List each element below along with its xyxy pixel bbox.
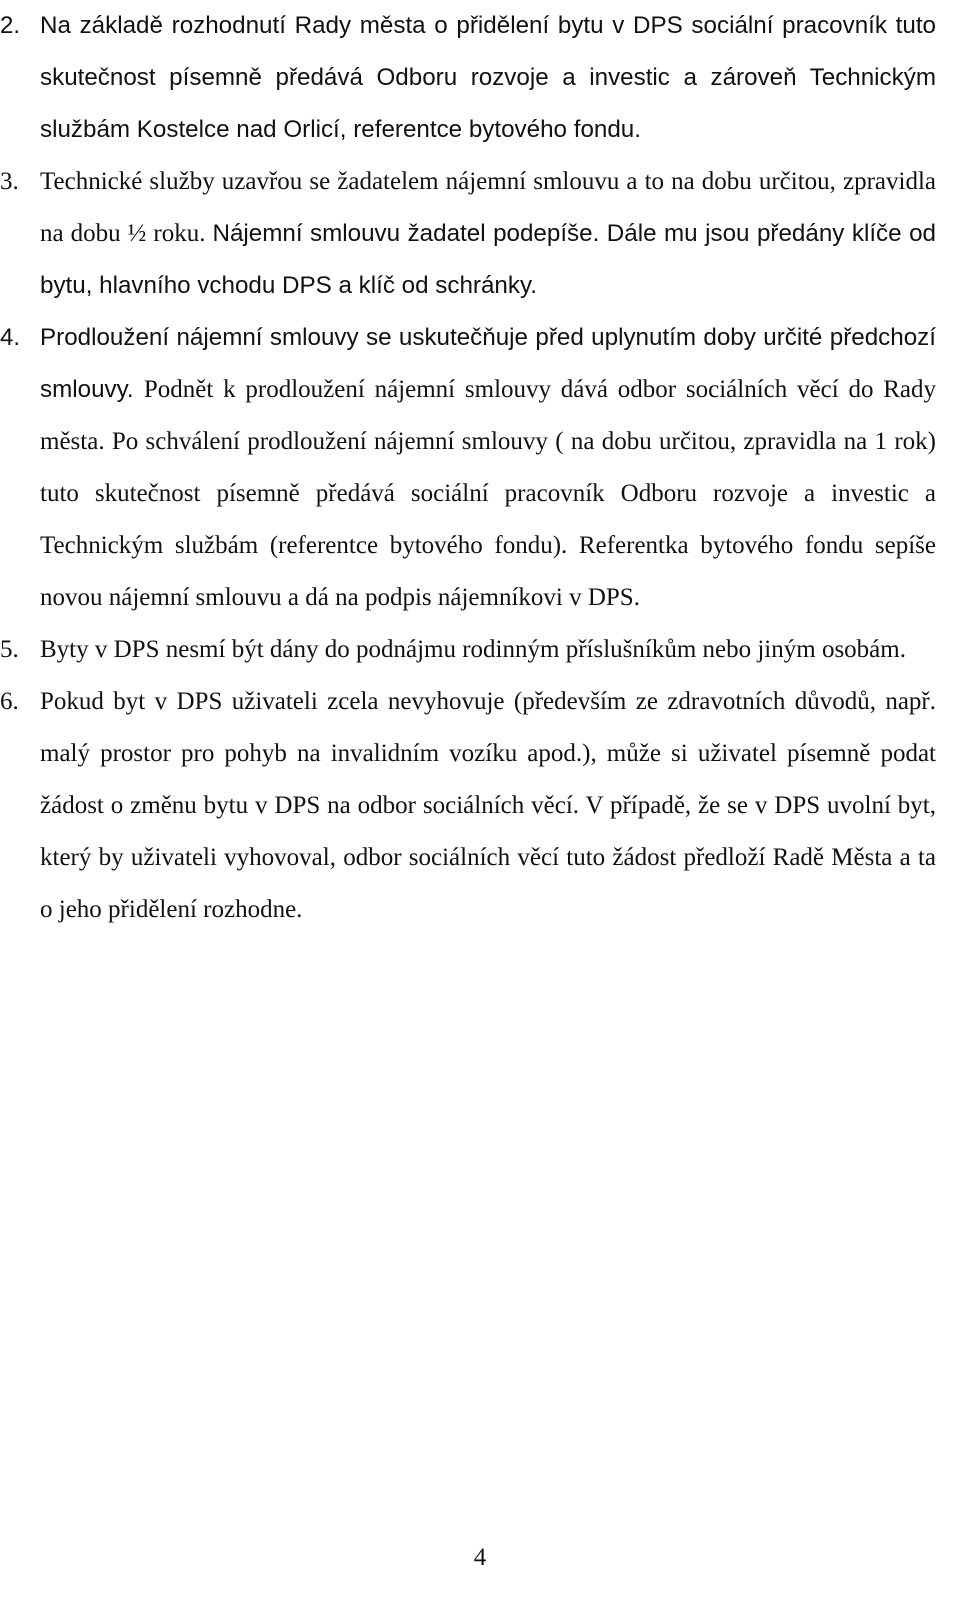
item-text: Na základě rozhodnutí Rady města o přidělení bytu v DPS sociální pracovník tuto skutečnost písemně předává Odboru rozvoje a investic a zároveň Technickým službám Kostelce nad Orlicí, referentce bytového fondu.	[40, 12, 936, 143]
list-item-3	[0, 156, 936, 312]
item-text	[40, 312, 936, 624]
item-number: 2.	[0, 12, 21, 39]
item-number: 3.	[0, 168, 19, 195]
item-number: 4.	[0, 324, 21, 351]
item-number: 5.	[0, 636, 19, 663]
item-text: Byty v DPS nesmí být dány do podnájmu rodinným příslušníkům nebo jiným osobám.	[40, 636, 906, 663]
item-text-part-sans: Nájemní smlouvu žadatel podepíše. Dále mu jsou předány klíče od bytu, hlavního vchodu DPS a klíč od schránky.	[40, 220, 936, 299]
item-number: 6.	[0, 688, 19, 715]
item-text-part-serif: Podnět k prodloužení nájemní smlouvy dává odbor sociálních věcí do Rady města. Po schválení prodloužení nájemní smlouvy ( na dobu určitou, zpravidla na 1 rok) tuto skutečnost písemně předává sociální pracovník Odboru rozvoje a investic a Technickým službám (referentce bytového fondu). Referentka bytového fondu sepíše novou nájemní smlouvu a dá na podpis nájemníkovi v DPS.	[40, 376, 936, 611]
list-item-4	[0, 312, 936, 624]
item-text-part-serif: Technické služby uzavřou se žadatelem nájemní smlouvu a to na dobu určitou, zpravidla na dobu ½ roku.	[40, 168, 936, 247]
list-item-6	[0, 676, 936, 936]
item-text	[40, 156, 936, 312]
item-text: Pokud byt v DPS uživateli zcela nevyhovuje (především ze zdravotních důvodů, např. malý prostor pro pohyb na invalidním vozíku apod.), může si uživatel písemně podat žádost o změnu bytu v DPS na odbor sociálních věcí. V případě, že se v DPS uvolní byt, který by uživateli vyhovoval, odbor sociálních věcí tuto žádost předloží Radě Města a ta o jeho přidělení rozhodne.	[40, 688, 936, 923]
item-text-part-sans: Prodloužení nájemní smlouvy se uskutečňuje před uplynutím doby určité předchozí smlouvy.	[40, 324, 936, 403]
page-number: 4	[473, 1544, 487, 1571]
list-item-2	[0, 0, 936, 156]
list-item-5	[0, 624, 936, 676]
